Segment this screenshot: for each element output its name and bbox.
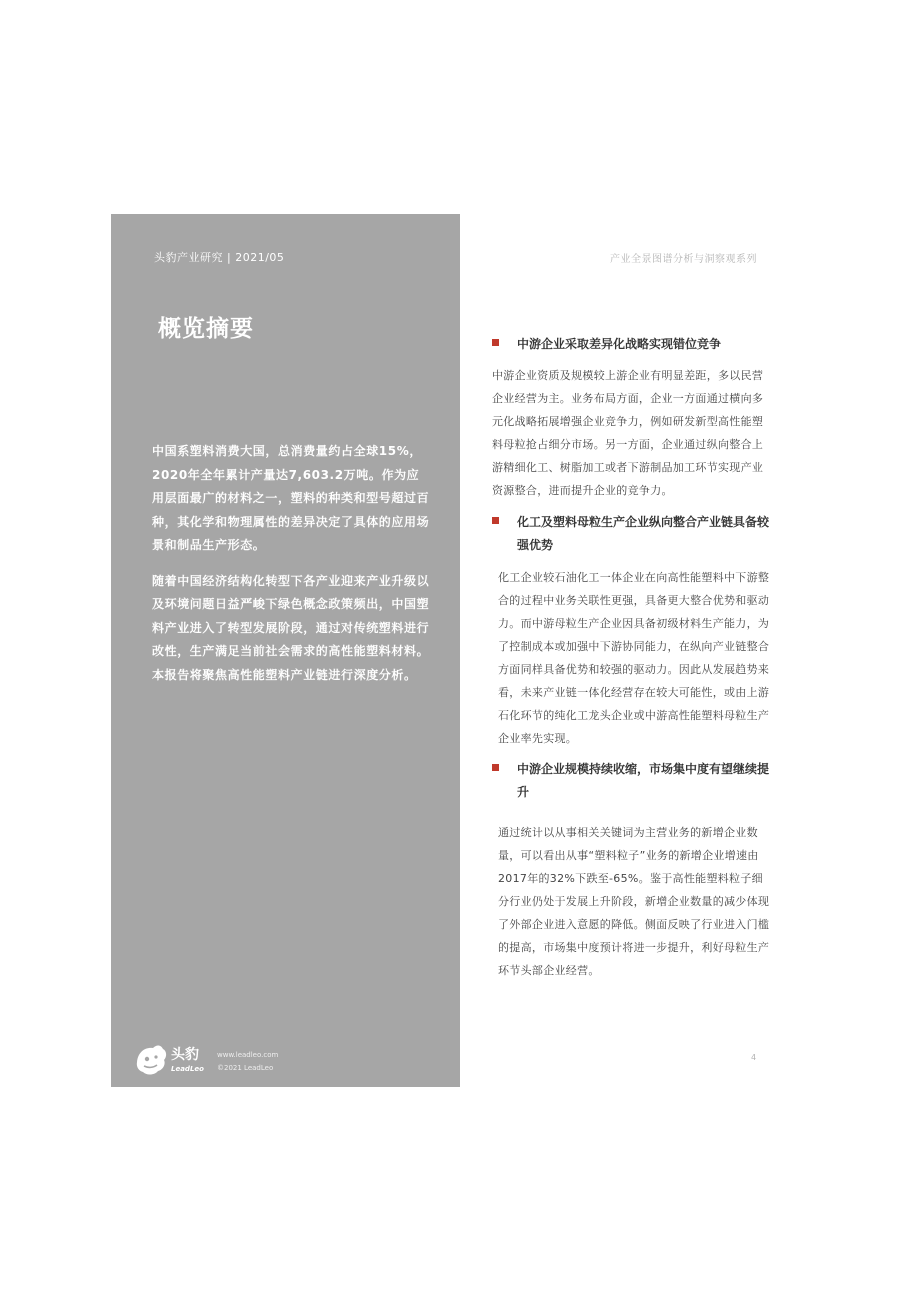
section-heading-2 bbox=[517, 511, 777, 557]
bullet-square-icon bbox=[492, 339, 499, 346]
section-heading-text: 中游企业规模持续收缩，市场集中度有望继续提升 bbox=[517, 762, 770, 799]
section-body-1: 中游企业资质及规模较上游企业有明显差距，多以民营企业经营为主。业务布局方面，企业一方面通过横向多元化战略拓展增强企业竞争力，例如研发新型高性能塑料母粒抢占细分市场。另一方面，企业通过纵向整合上游精细化工、树脂加工或者下游制品加工环节实现产业资源整合，进而提升企业的竞争力。 bbox=[492, 369, 764, 497]
summary-paragraph-1: 中国系塑料消费大国，总消费量约占全球15%，2020年全年累计产量达7,603.2万吨。作为应用层面最广的材料之一，塑料的种类和型号超过百种，其化学和物理属性的差异决定了具体的应用场景和制品生产形态。 bbox=[152, 444, 430, 552]
summary-text bbox=[152, 440, 430, 699]
series-title: 产业全景图谱分析与洞察观系列 bbox=[610, 254, 757, 265]
bullet-square-icon bbox=[492, 517, 499, 524]
brand-name-en: LeadLeo bbox=[171, 1065, 204, 1073]
section-heading-text: 化工及塑料母粒生产企业纵向整合产业链具备较强优势 bbox=[517, 515, 770, 552]
section-body-3: 通过统计以从事相关关键词为主营业务的新增企业数量，可以看出从事“塑料粒子”业务的新增企业增速由2017年的32%下跌至-65%。鉴于高性能塑料粒子细分行业仍处于发展上升阶段，新增企业数量的减少体现了外部企业进入意愿的降低。侧面反映了行业进入门槛的提高，市场集中度预计将进一步提升，利好母粒生产环节头部企业经营。 bbox=[498, 826, 770, 977]
section-heading-1 bbox=[517, 333, 777, 356]
bullet-square-icon bbox=[492, 764, 499, 771]
section-heading-text: 中游企业采取差异化战略实现错位竞争 bbox=[517, 337, 722, 351]
section-body-2: 化工企业较石油化工一体企业在向高性能塑料中下游整合的过程中业务关联性更强，具备更大整合优势和驱动力。而中游母粒生产企业因具备初级材料生产能力，为了控制成本或加强中下游协同能力，在纵向产业链整合方面同样具备优势和较强的驱动力。因此从发展趋势来看，未来产业链一体化经营存在较大可能性，或由上游石化环节的纯化工龙头企业或中游高性能塑料母粒生产企业率先实现。 bbox=[498, 571, 770, 745]
brand-name-cn: 头豹 bbox=[171, 1047, 199, 1063]
footer-info bbox=[217, 1049, 278, 1075]
report-source-date: 头豹产业研究 | 2021/05 bbox=[154, 251, 285, 264]
footer-copyright: ©2021 LeadLeo bbox=[217, 1064, 274, 1072]
section-heading-3 bbox=[517, 758, 777, 804]
footer-website: www.leadleo.com bbox=[217, 1051, 279, 1059]
summary-panel bbox=[111, 214, 460, 1087]
page-number: 4 bbox=[751, 1053, 757, 1062]
page-title: 概览摘要 bbox=[158, 316, 254, 342]
leadleo-logo-icon bbox=[133, 1040, 213, 1080]
summary-paragraph-2: 随着中国经济结构化转型下各产业迎来产业升级以及环境问题日益严峻下绿色概念政策频出，中国塑料产业进入了转型发展阶段，通过对传统塑料进行改性，生产满足当前社会需求的高性能塑料材料。本报告将聚焦高性能塑料产业链进行深度分析。 bbox=[152, 573, 430, 682]
